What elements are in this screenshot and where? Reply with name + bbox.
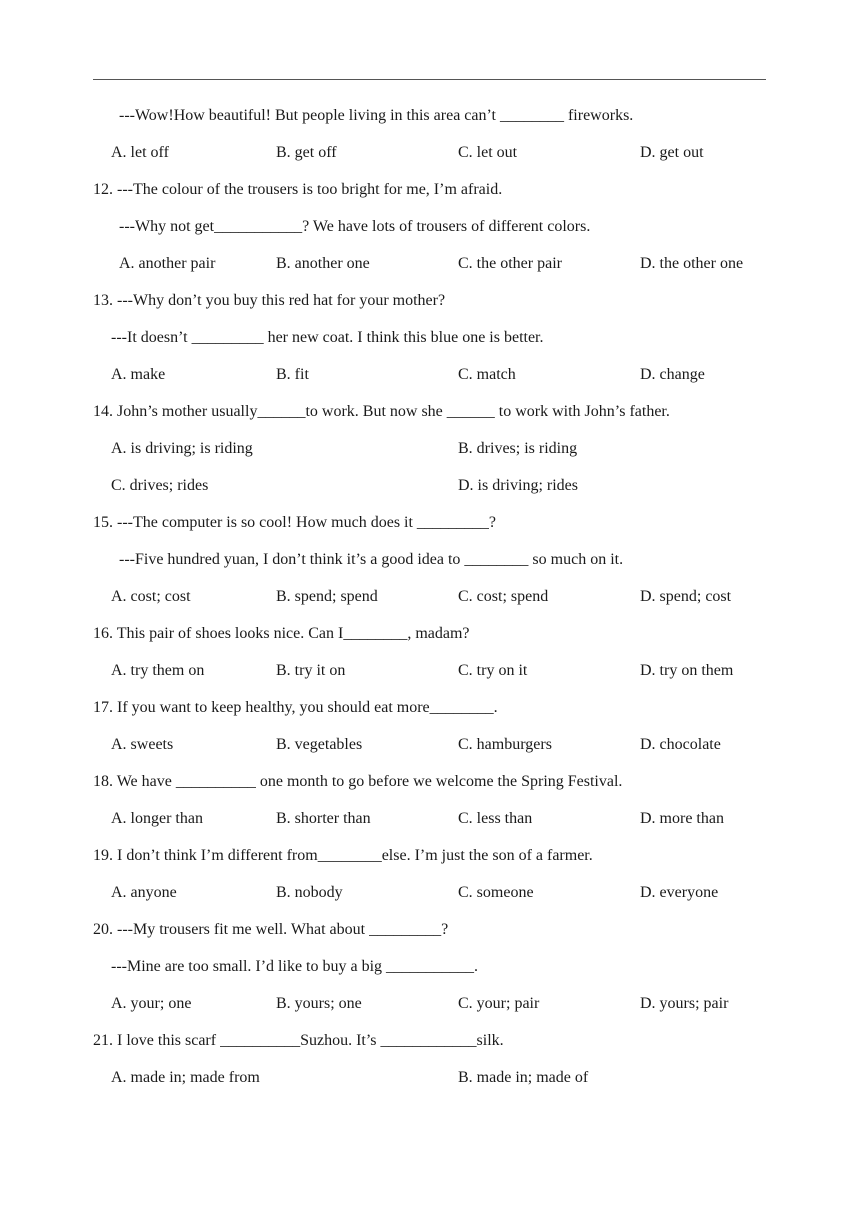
answer-option: D. try on them <box>640 662 734 679</box>
answer-option: A. made in; made from <box>111 1069 260 1086</box>
answer-option: C. less than <box>458 810 533 827</box>
answer-option: A. anyone <box>111 884 177 901</box>
question-line: 19. I don’t think I’m different from________else. I’m just the son of a farmer. <box>93 847 593 864</box>
answer-option: B. drives; is riding <box>458 440 578 457</box>
question-line: 15. ---The computer is so cool! How much does it _________? <box>93 514 497 531</box>
answer-option: C. drives; rides <box>111 477 209 494</box>
answer-option: C. hamburgers <box>458 736 552 753</box>
answer-option: A. is driving; is riding <box>111 440 253 457</box>
answer-option: D. spend; cost <box>640 588 732 605</box>
question-line: 20. ---My trousers fit me well. What about _________? <box>93 921 449 938</box>
answer-option: B. yours; one <box>276 995 362 1012</box>
answer-option: C. match <box>458 366 516 383</box>
answer-option: A. sweets <box>111 736 174 753</box>
answer-option: B. vegetables <box>276 736 363 753</box>
answer-option: B. made in; made of <box>458 1069 589 1086</box>
answer-option: C. let out <box>458 144 518 161</box>
answer-option: B. nobody <box>276 884 343 901</box>
question-line: ---Why not get___________? We have lots of trousers of different colors. <box>119 218 591 235</box>
answer-option: B. shorter than <box>276 810 371 827</box>
question-line: ---Mine are too small. I’d like to buy a big ___________. <box>111 958 479 975</box>
answer-option: A. longer than <box>111 810 203 827</box>
answer-option: A. your; one <box>111 995 192 1012</box>
answer-option: D. everyone <box>640 884 719 901</box>
answer-option: A. cost; cost <box>111 588 191 605</box>
header-rule <box>93 79 766 80</box>
answer-option: B. try it on <box>276 662 346 679</box>
answer-option: C. cost; spend <box>458 588 549 605</box>
question-line: 16. This pair of shoes looks nice. Can I________, madam? <box>93 625 470 642</box>
question-line: 14. John’s mother usually______to work. But now she ______ to work with John’s father. <box>93 403 670 420</box>
answer-option: D. yours; pair <box>640 995 729 1012</box>
answer-option: A. let off <box>111 144 169 161</box>
answer-option: C. try on it <box>458 662 528 679</box>
answer-option: B. get off <box>276 144 337 161</box>
answer-option: B. another one <box>276 255 370 272</box>
answer-option: D. change <box>640 366 705 383</box>
question-line: 13. ---Why don’t you buy this red hat for your mother? <box>93 292 446 309</box>
answer-option: B. spend; spend <box>276 588 378 605</box>
answer-option: A. try them on <box>111 662 205 679</box>
answer-option: D. chocolate <box>640 736 721 753</box>
answer-option: B. fit <box>276 366 309 383</box>
answer-option: D. is driving; rides <box>458 477 578 494</box>
question-line: ---Wow!How beautiful! But people living in this area can’t ________ fireworks. <box>119 107 634 124</box>
question-line: 17. If you want to keep healthy, you should eat more________. <box>93 699 498 716</box>
answer-option: A. make <box>111 366 166 383</box>
answer-option: D. more than <box>640 810 724 827</box>
answer-option: C. someone <box>458 884 534 901</box>
question-line: 18. We have __________ one month to go before we welcome the Spring Festival. <box>93 773 623 790</box>
question-line: ---Five hundred yuan, I don’t think it’s a good idea to ________ so much on it. <box>119 551 624 568</box>
question-line: 21. I love this scarf __________Suzhou. It’s ____________silk. <box>93 1032 504 1049</box>
answer-option: A. another pair <box>119 255 216 272</box>
answer-option: C. your; pair <box>458 995 540 1012</box>
answer-option: C. the other pair <box>458 255 562 272</box>
answer-option: D. the other one <box>640 255 744 272</box>
answer-option: D. get out <box>640 144 704 161</box>
question-line: ---It doesn’t _________ her new coat. I think this blue one is better. <box>111 329 544 346</box>
question-line: 12. ---The colour of the trousers is too bright for me, I’m afraid. <box>93 181 503 198</box>
